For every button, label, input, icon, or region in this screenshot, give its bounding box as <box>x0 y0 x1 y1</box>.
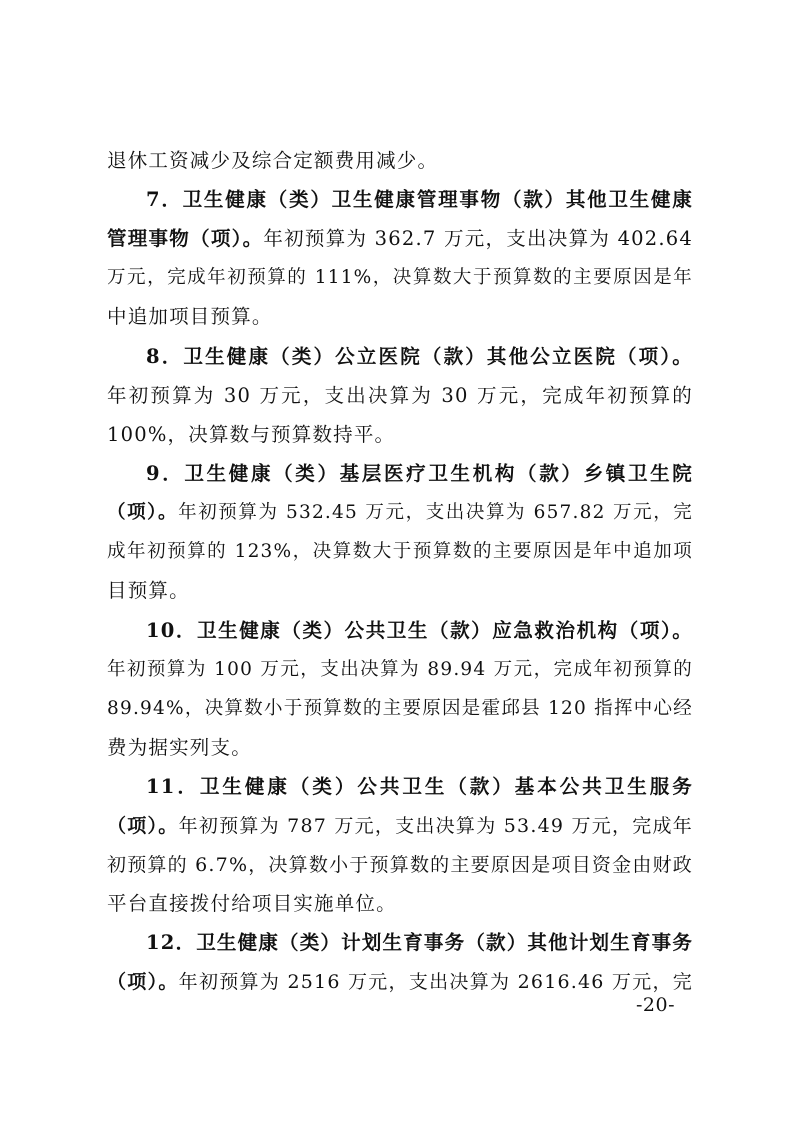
page-number: -20- <box>636 994 676 1016</box>
paragraph-line <box>107 417 693 453</box>
paragraph-line <box>107 378 693 414</box>
item-9-heading <box>146 456 693 492</box>
item-8-heading <box>146 339 693 375</box>
body-text: 目预算。 <box>107 579 190 602</box>
body-text: 年初预算为 100 万元，支出决算为 89.94 万元，完成年初预算的 <box>107 659 693 680</box>
body-text: 89.94%，决算数小于预算数的主要原因是霍邱县 120 指挥中心经 <box>107 698 693 719</box>
body-text: 中追加项目预算。 <box>107 305 273 328</box>
item-7-heading <box>146 182 693 218</box>
body-text: 初预算的 6.7%，决算数小于预算数的主要原因是项目资金由财政 <box>107 854 693 876</box>
body-text: 年初预算为 362.7 万元，支出决算为 402.64 <box>263 227 693 250</box>
paragraph-line <box>107 652 693 688</box>
item-12-heading <box>146 925 693 961</box>
paragraph-line <box>107 730 693 766</box>
body-text: 成年初预算的 123%，决算数大于预算数的主要原因是年中追加项 <box>107 541 693 562</box>
item-heading-text: （项）。 <box>107 815 179 837</box>
body-text: 年初预算为 532.45 万元，支出决算为 657.82 万元，完 <box>178 502 693 523</box>
item-heading-text: 管理事物（项）。 <box>107 227 264 250</box>
body-text: 年初预算为 30 万元，支出决算为 30 万元，完成年初预算的 <box>107 384 693 407</box>
item-11-heading <box>146 769 693 805</box>
item-heading-text: 12．卫生健康（类）计划生育事务（款）其他计划生育事务 <box>146 931 694 954</box>
item-heading-text: 9．卫生健康（类）基层医疗卫生机构（款）乡镇卫生院 <box>146 462 693 485</box>
item-heading-text: （项）。 <box>107 502 179 523</box>
item-heading-text: （项）。 <box>107 971 179 993</box>
paragraph-line <box>107 886 693 922</box>
paragraph-line <box>107 691 693 727</box>
paragraph-line <box>107 221 693 257</box>
item-heading-text: 10．卫生健康（类）公共卫生（款）应急救治机构（项）。 <box>146 619 693 642</box>
item-10-heading <box>146 613 693 649</box>
body-text: 万元，完成年初预算的 111%，决算数大于预算数的主要原因是年 <box>107 267 693 288</box>
body-text: 退休工资减少及综合定额费用减少。 <box>107 149 439 172</box>
paragraph-line <box>107 964 693 1000</box>
paragraph-line <box>107 847 693 883</box>
body-text: 100%，决算数与预算数持平。 <box>107 423 396 446</box>
body-text: 费为据实列支。 <box>107 736 252 759</box>
paragraph-line <box>107 573 693 609</box>
paragraph-line <box>107 534 693 570</box>
item-heading-text: 8．卫生健康（类）公立医院（款）其他公立医院（项）。 <box>146 345 693 368</box>
paragraph-line <box>107 495 693 531</box>
body-text: 平台直接拨付给项目实施单位。 <box>107 892 397 915</box>
body-text: 年初预算为 2516 万元，支出决算为 2616.46 万元，完 <box>178 971 693 993</box>
item-heading-text: 11．卫生健康（类）公共卫生（款）基本公共卫生服务 <box>146 775 693 798</box>
item-heading-text: 7．卫生健康（类）卫生健康管理事物（款）其他卫生健康 <box>146 188 693 211</box>
paragraph-line <box>107 143 693 179</box>
paragraph-line <box>107 808 693 844</box>
paragraph-line <box>107 260 693 296</box>
paragraph-line <box>107 299 693 335</box>
body-text: 年初预算为 787 万元，支出决算为 53.49 万元，完成年 <box>178 815 693 837</box>
